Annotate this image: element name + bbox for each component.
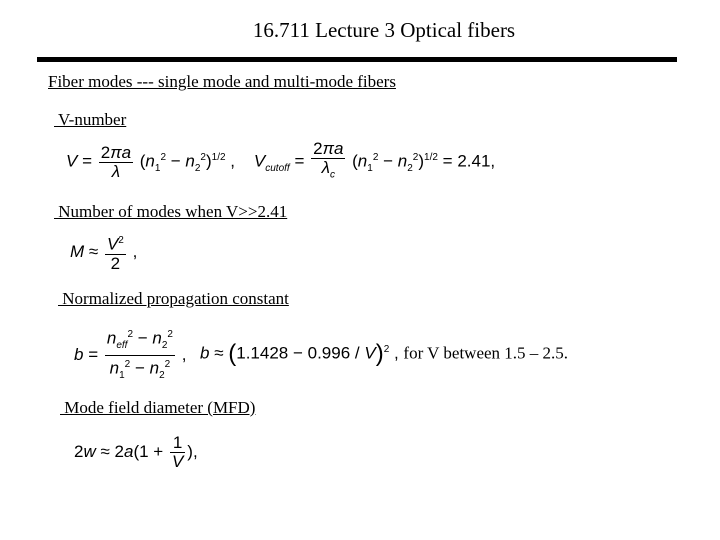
equation-v-number: V = $\frac{2\pi a}{\lambda}$ $(n_1^2 - n_2^2)^{1/2}$ , $V_{cutoff}$ = $\frac{2\pi a}{\lambda_c}$ $(n_1^2 - n_2^2)^{1/2} = 2.41$, [66, 140, 495, 184]
fraction: $\frac{1}{V}$ [171, 433, 184, 471]
section-propagation-constant: Normalized propagation constant [58, 289, 289, 308]
page-title: 16.711 Lecture 3 Optical fibers [252, 18, 516, 42]
equation-propagation-approx: $b \approx (1.1428 - 0.996 / V)^2$ , for V between 1.5 – 2.5. [200, 340, 569, 367]
equation-number-of-modes: M ≈ $\frac{V^2}{2}$ , [70, 232, 137, 273]
subtitle: Fiber modes --- single mode and multi-mode fibers [48, 72, 396, 91]
validity-condition: for V between 1.5 – 2.5. [403, 343, 569, 363]
fraction: $\frac{2\pi a}{\lambda_c}$ [313, 139, 344, 181]
equation-mode-field-diameter: 2w ≈ 2a(1 + $\frac{1}{V}$ ), [74, 433, 198, 471]
fraction: $\frac{n_{eff}^2 - n_2^2}{n_1^2 - n_2^2}$ [105, 326, 175, 385]
fraction: $\frac{V^2}{2}$ [105, 232, 126, 273]
fraction: $\frac{2\pi a}{\lambda}$ [100, 142, 132, 181]
v-cutoff-value: 2.41 [457, 151, 491, 171]
title-divider [37, 57, 677, 62]
section-mode-field-diameter: Mode field diameter (MFD) [60, 398, 256, 417]
section-v-number: V-number [54, 110, 127, 129]
equation-propagation-constant: b = $\frac{n_{eff}^2 - n_2^2}{n_1^2 - n_2^2}$ , [74, 326, 186, 385]
section-number-of-modes: Number of modes when V>>2.41 [54, 202, 288, 221]
